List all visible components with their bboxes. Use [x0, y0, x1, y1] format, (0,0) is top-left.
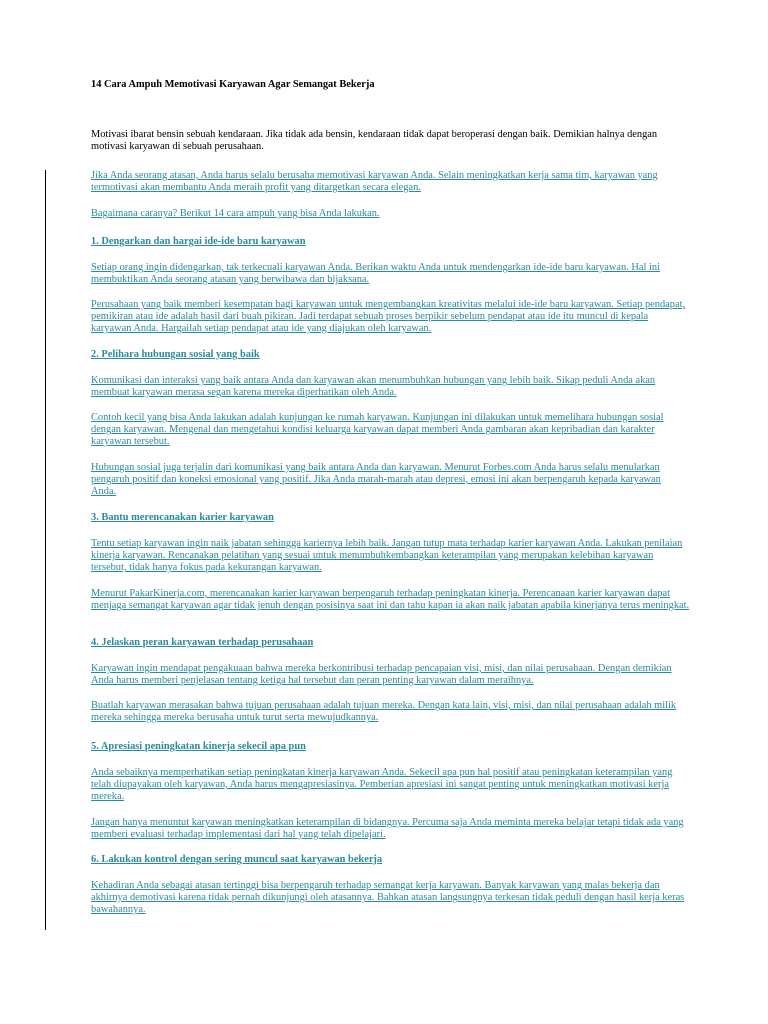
section-heading-4[interactable]: 4. Jelaskan peran karyawan terhadap perusahaan	[91, 637, 314, 648]
paragraph-1[interactable]: Jika Anda seorang atasan, Anda harus selalu berusaha memotivasi karyawan Anda. Selain meningkatkan kerja sama tim, karyawan yang termotivasi akan membantu Anda meraih profit yang ditargetkan secara elegan.	[91, 170, 658, 193]
paragraph-9[interactable]: Menurut PakarKinerja.com, merencanakan karier karyawan berpengaruh terhadap peningkatan kinerja. Perencanaan karier karyawan dapat menjaga semangat karyawan agar tidak jenuh dengan posisinya saat ini dan tahu kapan ia akan naik jabatan apabila kinerjanya terus meningkat.	[91, 588, 690, 611]
paragraph-12[interactable]: Anda sebaiknya memperhatikan setiap peningkatan kinerja karyawan Anda. Sekecil apa pun hal positif atau peningkatan keterampilan yang telah diupayakan oleh karyawan, Anda harus mengapresiasinya. Pemberian apresiasi ini sangat penting untuk meningkatkan motivasi kerja mereka.	[91, 767, 673, 802]
margin-rule	[45, 170, 46, 930]
paragraph-8[interactable]: Tentu setiap karyawan ingin naik jabatan sehingga kariernya lebih baik. Jangan tutup mata terhadap karier karyawan Anda. Lakukan penilaian kinerja karyawan. Rencanakan pelatihan yang sesuai untuk menumbuhkembangkan keterampilan yang merupakan kelebihan karyawan tersebut, tidak hanya fokus pada kekurangan karyawan.	[91, 538, 683, 573]
section-heading-1[interactable]: 1. Dengarkan dan hargai ide-ide baru karyawan	[91, 236, 306, 247]
intro-paragraph: Motivasi ibarat bensin sebuah kendaraan. Jika tidak ada bensin, kendaraan tidak dapat beroperasi dengan baik. Demikian halnya dengan motivasi karyawan di sebuah perusahaan.	[91, 129, 658, 152]
paragraph-7[interactable]: Hubungan sosial juga terjalin dari komunikasi yang baik antara Anda dan karyawan. Menurut Forbes.com Anda harus selalu menularkan pengaruh positif dan koneksi emosional yang positif. Jika Anda marah-marah atau depresi, emosi ini akan berpengaruh kepada karyawan Anda.	[91, 462, 661, 497]
section-heading-6[interactable]: 6. Lakukan kontrol dengan sering muncul saat karyawan bekerja	[91, 854, 383, 865]
section-heading-5[interactable]: 5. Apresiasi peningkatan kinerja sekecil apa pun	[91, 741, 306, 752]
paragraph-11[interactable]: Buatlah karyawan merasakan bahwa tujuan perusahaan adalah tujuan mereka. Dengan kata lain, visi, misi, dan nilai perusahaan adalah milik mereka sehingga mereka berusaha untuk turut serta mewujudkannya.	[91, 700, 677, 723]
paragraph-14[interactable]: Kehadiran Anda sebagai atasan tertinggi bisa berpengaruh terhadap semangat kerja karyawan. Banyak karyawan yang malas bekerja dan akhirnya demotivasi karena tidak pernah dikunjungi oleh atasannya. Bahkan atasan langsungnya terkesan tidak peduli dengan hasil kerja keras bawahannya.	[91, 880, 685, 915]
section-heading-3[interactable]: 3. Bantu merencanakan karier karyawan	[91, 512, 274, 523]
paragraph-6[interactable]: Contoh kecil yang bisa Anda lakukan adalah kunjungan ke rumah karyawan. Kunjungan ini dilakukan untuk memelihara hubungan sosial dengan karyawan. Mengenal dan mengetahui kondisi keluarga karyawan dapat memberi Anda gambaran akan kepribadian dan karakter karyawan tersebut.	[91, 412, 664, 447]
section-heading-2[interactable]: 2. Pelihara hubungan sosial yang baik	[91, 349, 260, 360]
paragraph-10[interactable]: Karyawan ingin mendapat pengakuaan bahwa mereka berkontribusi terhadap pencapaian visi, misi, dan nilai perusahaan. Dengan demikian Anda harus memberi penjelasan tentang ketiga hal tersebut dan peran penting karyawan dalam meraihnya.	[91, 663, 672, 686]
paragraph-5[interactable]: Komunikasi dan interaksi yang baik antara Anda dan karyawan akan menumbuhkan hubungan yang lebih baik. Sikap peduli Anda akan membuat karyawan merasa segan karena mereka diperhatikan oleh Anda.	[91, 375, 656, 398]
paragraph-3[interactable]: Setiap orang ingin didengarkan, tak terkecuali karyawan Anda. Berikan waktu Anda untuk mendengarkan ide-ide baru karyawan. Hal ini membuktikan Anda seorang atasan yang berwibawa dan bijaksana.	[91, 262, 660, 285]
paragraph-4[interactable]: Perusahaan yang baik memberi kesempatan bagi karyawan untuk mengembangkan kreativitas melalui ide-ide baru karyawan. Setiap pendapat, pemikiran atau ide adalah hasil dari buah pikiran. Jadi terdapat sebuah proses berpikir sebelum pendapat atau ide itu muncul di kepala karyawan Anda. Hargailah setiap pendapat atau ide yang diajukan oleh karyawan.	[91, 299, 686, 334]
document-title: 14 Cara Ampuh Memotivasi Karyawan Agar Semangat Bekerja	[91, 79, 375, 90]
paragraph-13[interactable]: Jangan hanya menuntut karyawan meningkatkan keterampilan di bidangnya. Percuma saja Anda meminta mereka belajar tetapi tidak ada yang memberi evaluasi terhadap implementasi dari hal yang telah dipelajari.	[91, 817, 684, 840]
paragraph-2[interactable]: Bagaimana caranya? Berikut 14 cara ampuh yang bisa Anda lakukan.	[91, 208, 380, 219]
